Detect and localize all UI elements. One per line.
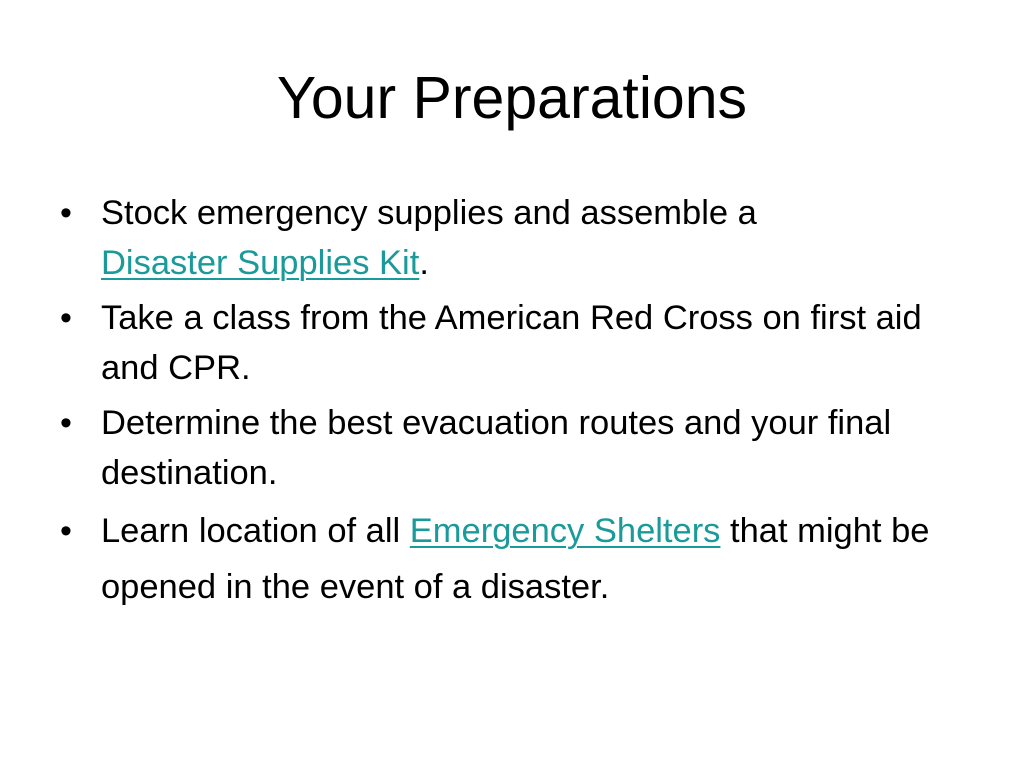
emergency-shelters-link[interactable]: Emergency Shelters — [409, 512, 721, 550]
slide-title: Your Preparations — [276, 65, 748, 131]
bullet-list — [58, 188, 958, 620]
bullet-item-shelters — [58, 503, 958, 615]
bullet-item-class — [58, 293, 958, 393]
bullet-dot-icon: • — [60, 299, 72, 337]
bullet-text: Determine the best evacuation routes and your final destination. — [101, 404, 892, 492]
bullet-text: that might be opened in the event of a disaster. — [101, 512, 930, 606]
bullet-text: Take a class from the American Red Cross on first aid and CPR. — [101, 299, 922, 387]
bullet-dot-icon: • — [60, 404, 72, 442]
bullet-item-evacuation — [58, 398, 958, 498]
bullet-text: . — [419, 244, 429, 282]
bullet-dot-icon: • — [60, 512, 72, 550]
bullet-text: Stock emergency supplies and assemble a — [101, 194, 757, 232]
bullet-item-supplies — [58, 188, 958, 288]
disaster-supplies-kit-link[interactable]: Disaster Supplies Kit — [101, 244, 420, 282]
bullet-dot-icon: • — [60, 194, 72, 232]
bullet-text: Learn location of all — [101, 512, 410, 550]
